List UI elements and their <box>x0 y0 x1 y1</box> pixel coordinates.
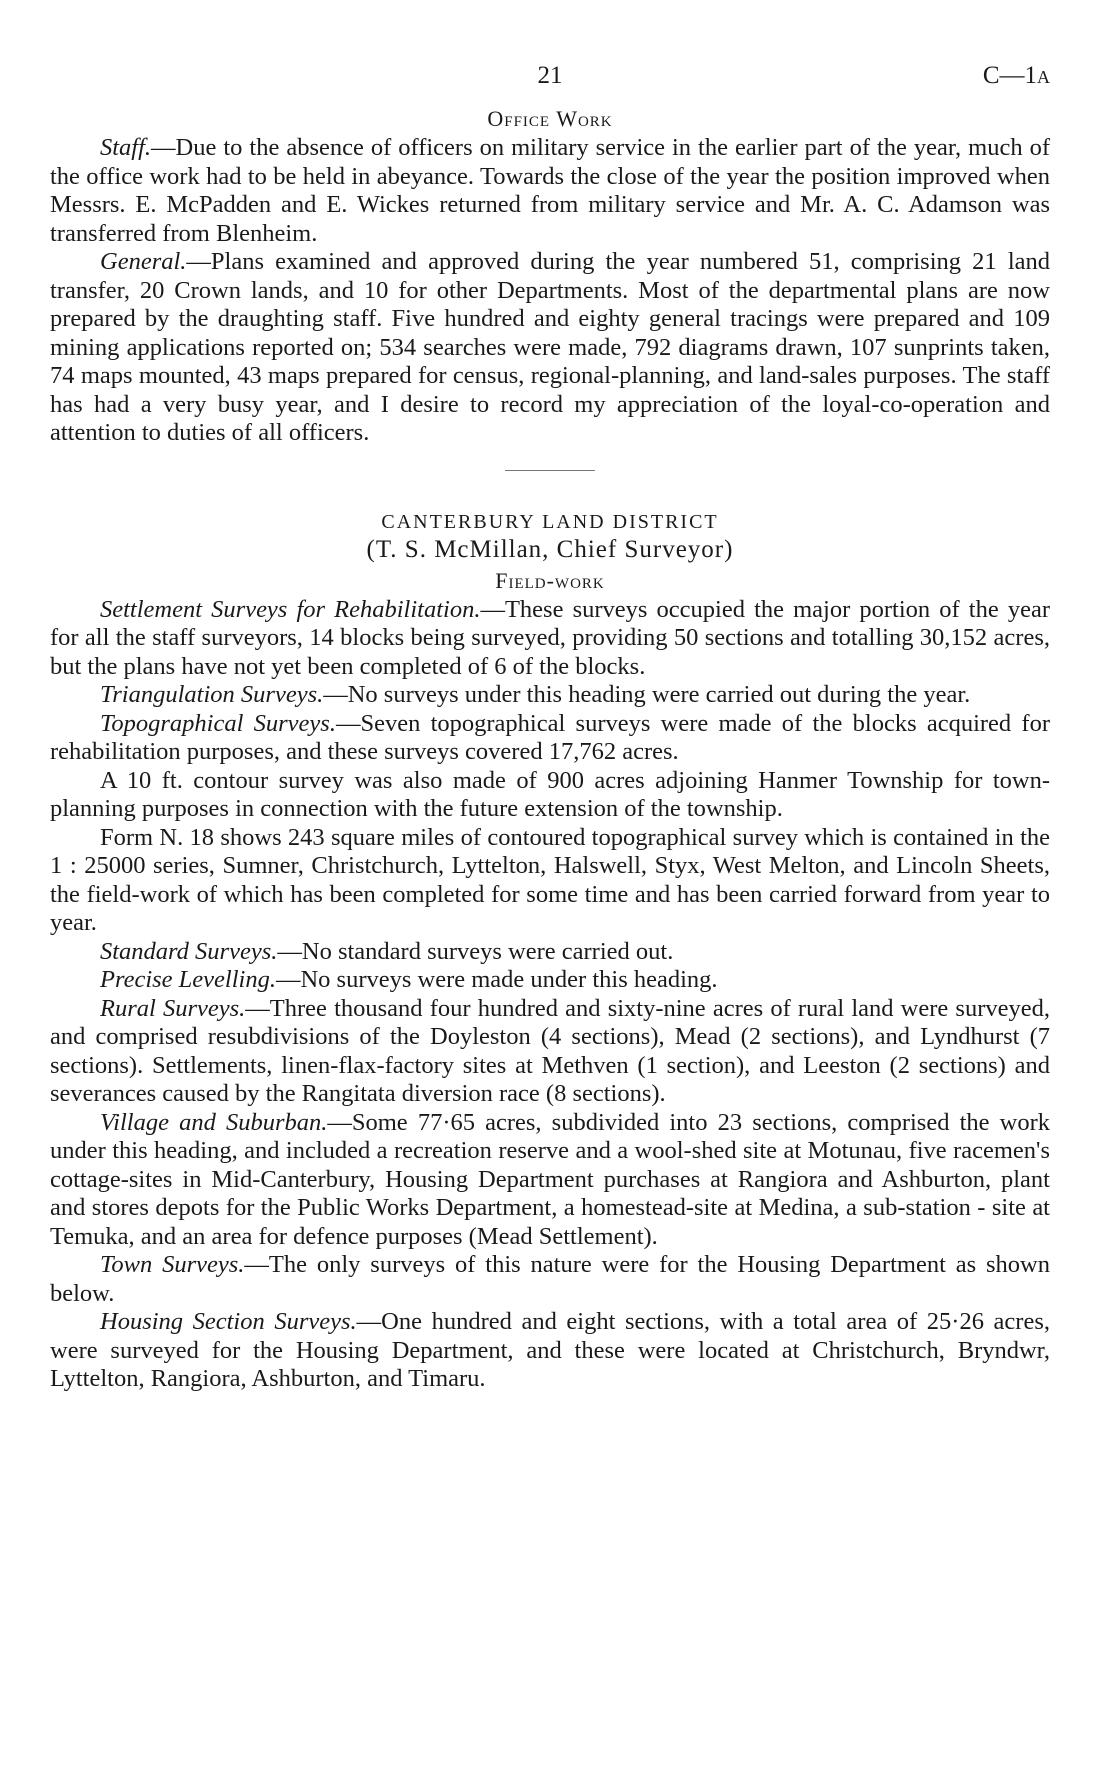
paragraph-text: —Plans examined and approved during the year numbered 51, comprising 21 land transfer, 20 Crown lands, and 10 for other Departments. Most of the departmental plans are now prepared by the draughting staff. Five hundred and eighty general tracings were prepared and 109 mining applications reported on; 534 searches were made, 792 diagrams drawn, 107 sunprints taken, 74 maps mounted, 43 maps prepared for census, regional-planning, and land-sales purposes. The staff has had a very busy year, and I desire to record my appreciation of the loyal-co-operation and attention to duties of all officers. <box>50 248 1050 446</box>
page-header <box>50 62 1050 102</box>
paragraph-lead: Rural Surveys. <box>100 994 246 1022</box>
paragraph-text: —The only surveys of this nature were for the Housing Department as shown below. <box>50 1251 1050 1307</box>
paragraph <box>50 134 1050 248</box>
paragraph-text: —No surveys were made under this heading. <box>275 966 718 993</box>
chief-surveyor-line: (T. S. McMillan, Chief Surveyor) <box>366 535 734 563</box>
paragraph-lead: Standard Surveys. <box>100 937 278 965</box>
paragraph-text: A 10 ft. contour survey was also made of 900 acres adjoining Hanmer Township for town-planning purposes in connection with the future extension of the township. <box>50 766 1050 822</box>
paragraph <box>50 681 1050 710</box>
paragraph-lead: Housing Section Surveys. <box>100 1308 357 1335</box>
paragraph-lead: Town Surveys. <box>100 1251 245 1278</box>
office-work-heading: Office Work <box>487 106 613 131</box>
document-page <box>50 62 1050 1394</box>
paragraph <box>50 1251 1050 1308</box>
field-work-section <box>50 596 1050 1394</box>
paragraph-lead: General. <box>100 248 187 275</box>
paragraph-lead: Precise Levelling. <box>100 966 276 993</box>
paragraph <box>50 596 1050 682</box>
field-work-heading: Field-work <box>495 567 605 593</box>
document-code <box>983 62 1050 90</box>
paragraph <box>50 1109 1050 1252</box>
paragraph-lead: Staff. <box>100 134 152 161</box>
page-number: 21 <box>537 62 563 89</box>
paragraph <box>50 938 1050 967</box>
district-heading: CANTERBURY LAND DISTRICT <box>381 510 719 533</box>
paragraph-text: —Some 77·65 acres, subdivided into 23 sections, comprised the work under this heading, and included a recreation reserve and a wool-shed site at Motunau, five racemen's cottage-sites in Mid-Canterbury, Housing Department purchases at Rangiora and Ashburton, plant and stores depots for the Public Works Department, a homestead-site at Medina, a sub-station - site at Temuka, and an area for defence purposes (Mead Settlement). <box>50 1108 1051 1250</box>
paragraph-text: —Three thousand four hundred and sixty-nine acres of rural land were surveyed, and comprised resubdivisions of the Doyleston (4 sections), Mead (2 sections), and Lyndhurst (7 sections). Settlements, linen-flax-factory sites at Methven (1 section), and Leeston (2 sections) and severances caused by the Rangitata diversion race (8 sections). <box>50 994 1051 1107</box>
paragraph-text: —Due to the absence of officers on military service in the earlier part of the year, much of the office work had to be held in abeyance. Towards the close of the year the position improved when Messrs. E. McPadden and E. Wickes returned from military service and Mr. A. C. Adamson was transferred from Blenheim. <box>50 134 1050 247</box>
paragraph-lead: Topographical Surveys. <box>100 709 336 737</box>
paragraph-text: Form N. 18 shows 243 square miles of contoured topographical survey which is contained in the 1 : 25000 series, Sumner, Christchurch, Lyttelton, Halswell, Styx, West Melton, and Lincoln Sheets, the field-work of which has been completed for some time and has been carried forward from year to year. <box>50 823 1050 936</box>
paragraph <box>50 966 1050 995</box>
office-work-section <box>50 134 1050 448</box>
paragraph-lead: Settlement Surveys for Rehabilitation. <box>100 595 481 623</box>
paragraph-text: —Seven topographical surveys were made of the blocks acquired for rehabilitation purposes, and these surveys covered 17,762 acres. <box>50 709 1050 765</box>
paragraph-text: —No standard surveys were carried out. <box>277 937 674 965</box>
paragraph <box>50 824 1050 938</box>
paragraph-lead: Village and Suburban. <box>100 1108 328 1136</box>
paragraph <box>50 710 1050 767</box>
paragraph-text: —No surveys under this heading were carried out during the year. <box>323 681 971 708</box>
paragraph-lead: Triangulation Surveys. <box>100 681 324 708</box>
document-code-main: C—1 <box>982 62 1037 89</box>
paragraph <box>50 995 1050 1109</box>
document-code-suffix: A <box>1037 67 1050 87</box>
section-divider <box>505 470 595 471</box>
paragraph-text: —One hundred and eight sections, with a total area of 25·26 acres, were surveyed for the Housing Department, and these were located at Christchurch, Bryndwr, Lyttelton, Rangiora, Ashburton, and Timaru. <box>50 1308 1050 1392</box>
paragraph <box>50 248 1050 448</box>
paragraph <box>50 767 1050 824</box>
paragraph-text: —These surveys occupied the major portion of the year for all the staff surveyors, 14 blocks being surveyed, providing 50 sections and totalling 30,152 acres, but the plans have not yet been completed of 6 of the blocks. <box>50 595 1050 680</box>
paragraph <box>50 1308 1050 1394</box>
